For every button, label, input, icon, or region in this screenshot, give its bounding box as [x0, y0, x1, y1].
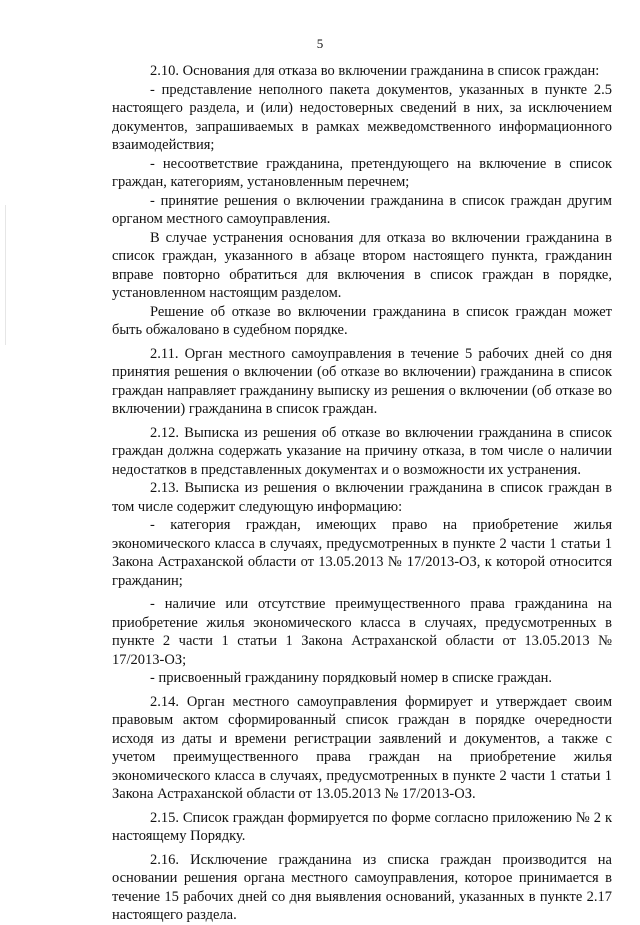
paragraph-2-11: 2.11. Орган местного самоуправления в течение 5 рабочих дней со дня принятия решения о включении (об отказе во включении) гражданина в список граждан направляет гражданину выписку из решения о включении (об отказе во включении) гражданина в список граждан. [112, 345, 612, 417]
paragraph-appeal: Решение об отказе во включении гражданина в список граждан может быть обжаловано в судебном порядке. [112, 303, 612, 338]
list-item-category: - категория граждан, имеющих право на приобретение жилья экономического класса в случаях, предусмотренных в пункте 2 части 1 статьи 1 Закона Астраханской области от 13.05.2013 № 17/2013-ОЗ, к которой относится гражданин; [112, 517, 612, 589]
list-item-category-mismatch: - несоответствие гражданина, претендующего на включение в список граждан, категориям, установленным перечнем; [112, 155, 612, 190]
paragraph-2-10: 2.10. Основания для отказа во включении гражданина в список граждан: [150, 63, 600, 79]
page-number: 5 [316, 36, 324, 51]
paragraph-2-15: 2.15. Список граждан формируется по форме согласно приложению № 2 к настоящему Порядку. [112, 809, 612, 844]
scan-edge-mark [5, 205, 6, 345]
list-item-sequence-number: - присвоенный гражданину порядковый номер в списке граждан. [150, 670, 553, 686]
paragraph-2-12: 2.12. Выписка из решения об отказе во включении гражданина в список граждан должна содержать указание на причину отказа, в том числе о наличии недостатков в представленных документах и о возможности их устранения. [112, 424, 612, 478]
paragraph-2-16: 2.16. Исключение гражданина из списка граждан производится на основании решения органа местного самоуправления, которое принимается в течение 15 рабочих дней со дня выявления оснований, указанных в пункте 2.17 настоящего раздела. [112, 851, 612, 923]
paragraph-2-14: 2.14. Орган местного самоуправления формирует и утверждает своим правовым актом сформированный список граждан в порядке очередности исходя из даты и времени регистрации заявлений и документов, а также с учетом преимущественного права граждан на приобретение жилья экономического класса в случаях, предусмотренных в пункте 2 части 1 статьи 1 Закона Астраханской области от 13.05.2013 № 17/2013-ОЗ. [112, 693, 612, 802]
list-item-incomplete-documents: - представление неполного пакета документов, указанных в пункте 2.5 настоящего раздела, и (или) недостоверных сведений в них, за исключением документов, запрашиваемых в рамках межведомственного информационного взаимодействия; [112, 81, 612, 153]
list-item-priority-right: - наличие или отсутствие преимущественного права гражданина на приобретение жилья экономического класса в случаях, предусмотренных в пункте 2 части 1 статьи 1 Закона Астраханской области от 13.05.2013 № 17/2013-ОЗ; [112, 596, 612, 668]
document-body [112, 62, 612, 925]
list-item-other-authority: - принятие решения о включении гражданина в список граждан другим органом местного самоуправления. [112, 192, 612, 227]
paragraph-reapply: В случае устранения основания для отказа во включении гражданина в список граждан, указанного в абзаце втором настоящего пункта, гражданин вправе повторно обратиться для включения в список граждан в порядке, установленном настоящим разделом. [112, 229, 612, 301]
paragraph-2-13: 2.13. Выписка из решения о включении гражданина в список граждан в том числе содержит следующую информацию: [112, 480, 612, 515]
